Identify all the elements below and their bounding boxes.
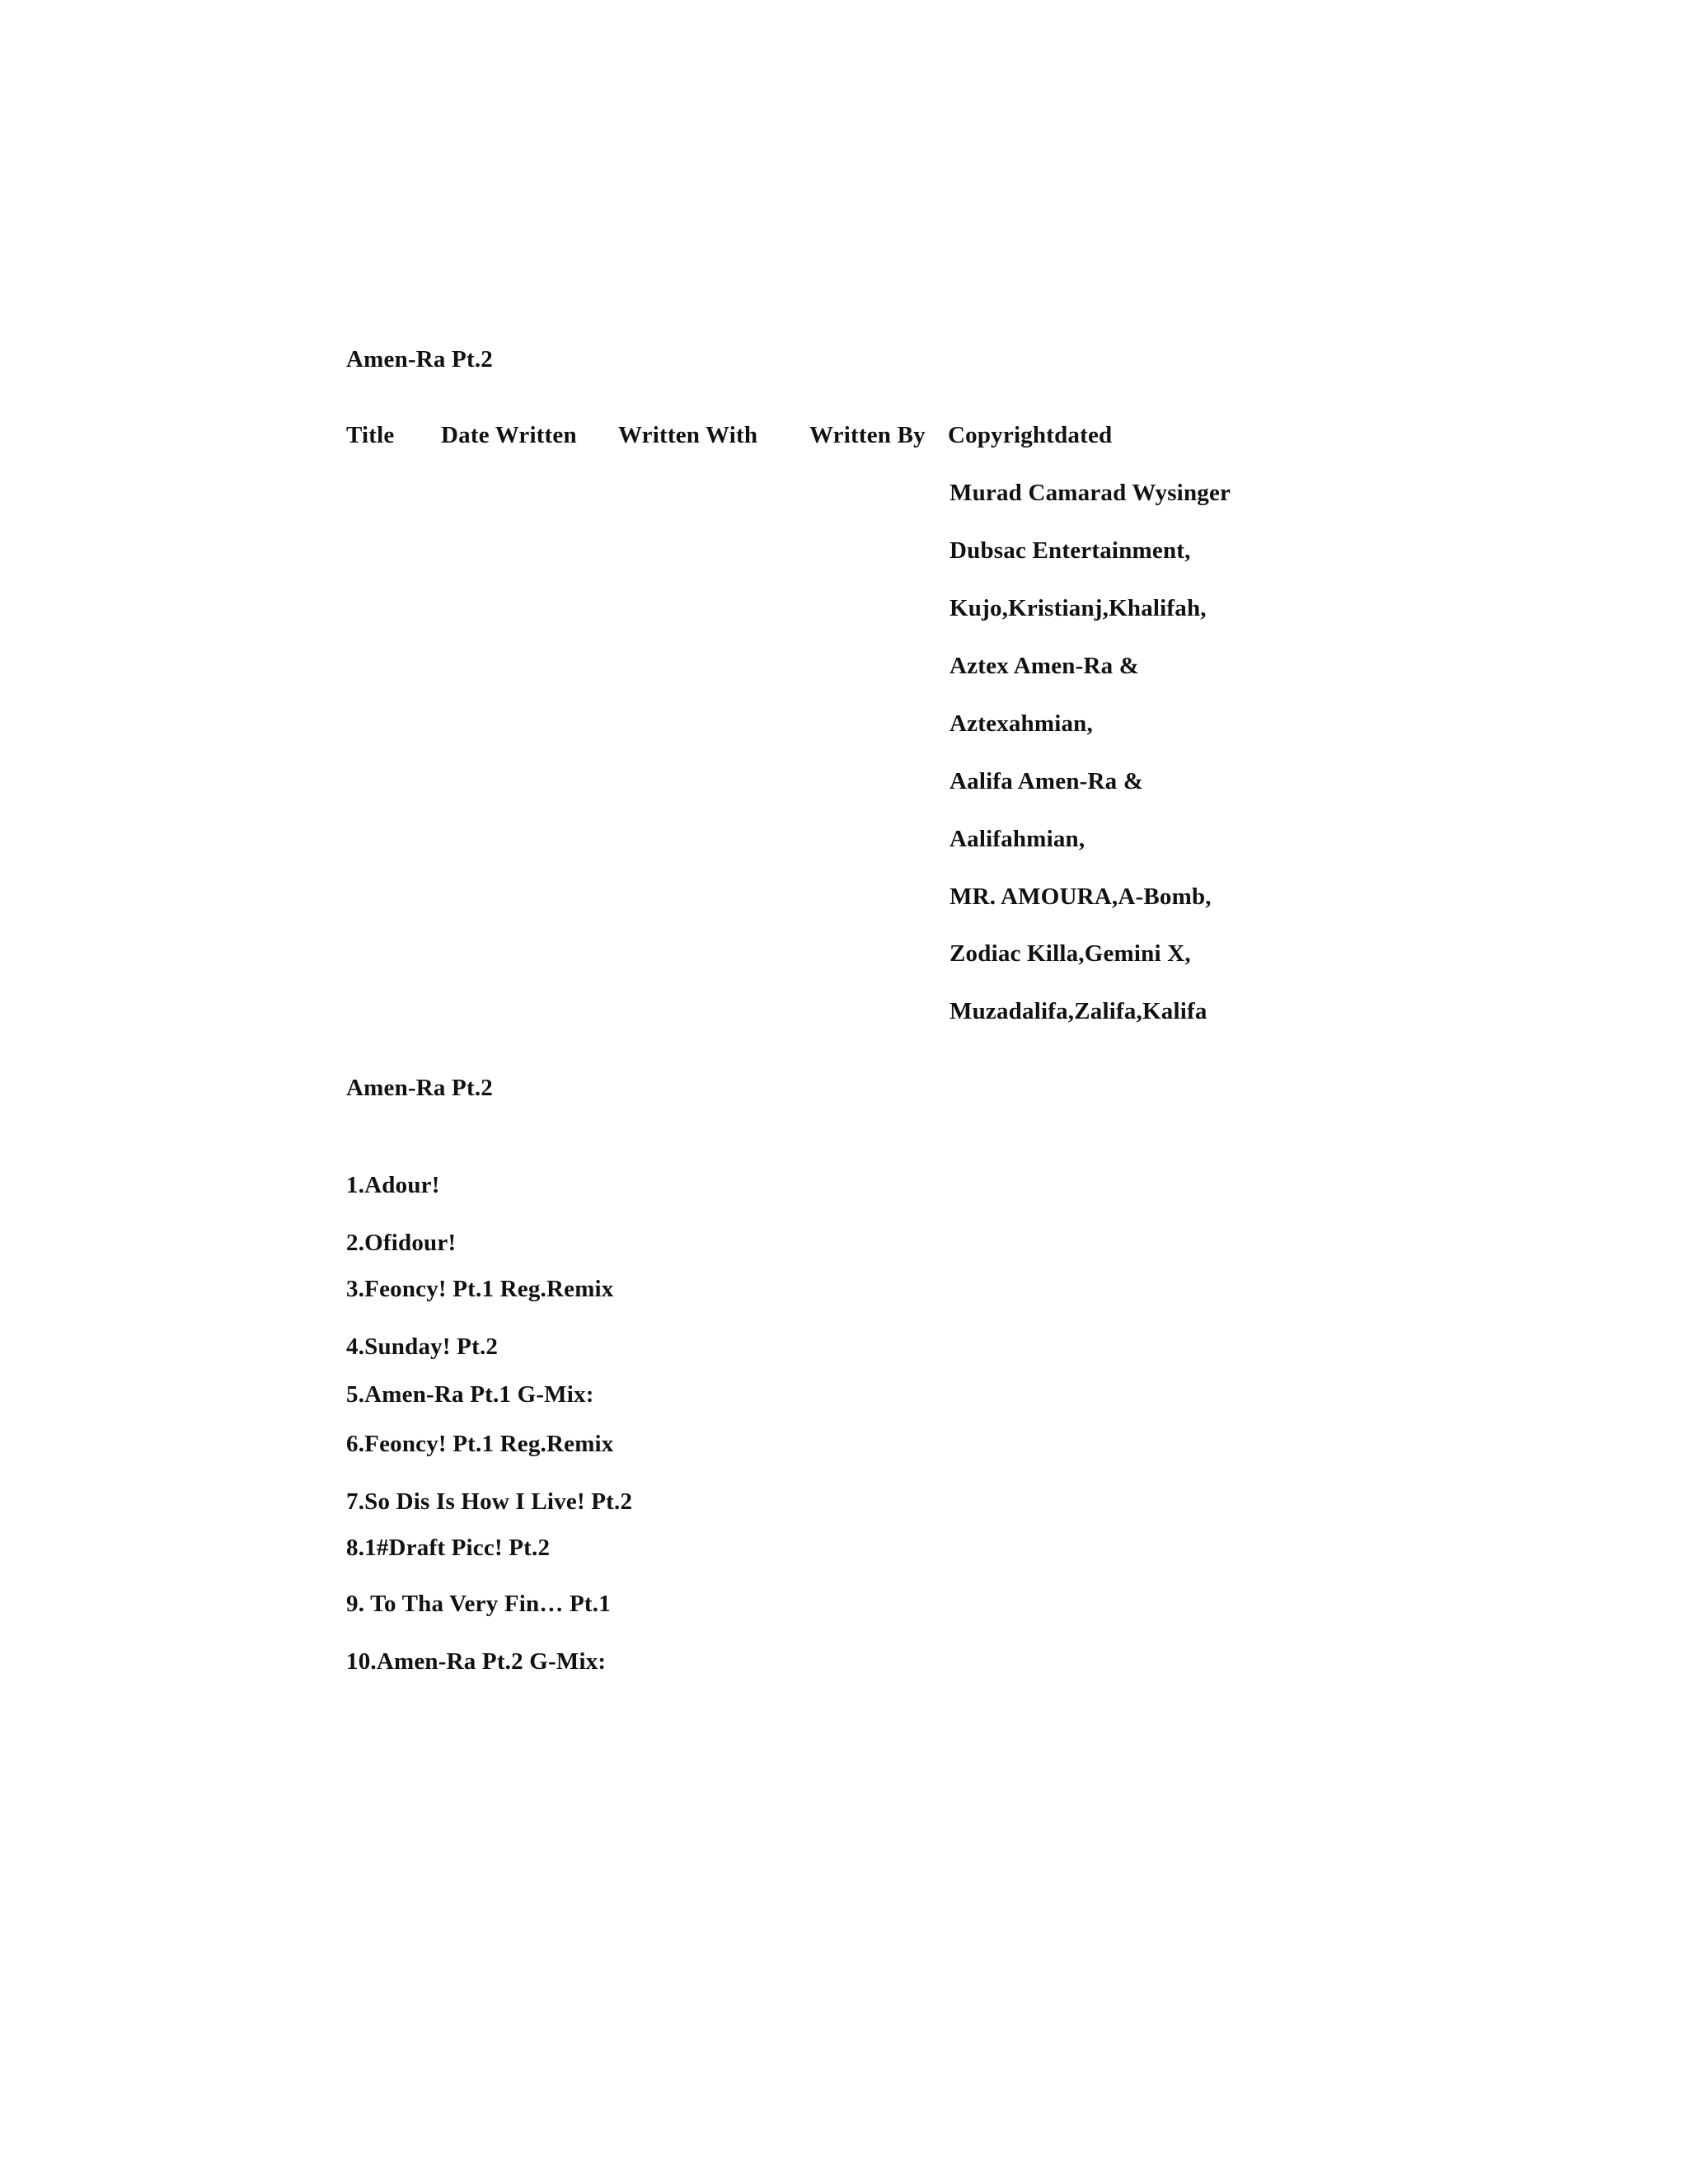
track-item: 4.Sunday! Pt.2 (346, 1333, 499, 1360)
credit-line: Aztex Amen-Ra & (950, 653, 1140, 679)
column-header-date-written: Date Written (441, 422, 577, 448)
credit-line: Dubsac Entertainment, (950, 537, 1191, 564)
album-heading: Amen-Ra Pt.2 (346, 346, 493, 373)
tracklist-heading: Amen-Ra Pt.2 (346, 1075, 493, 1101)
credit-line: Aalifahmian, (950, 826, 1085, 852)
track-item: 1.Adour! (346, 1172, 440, 1198)
column-header-written-by: Written By (809, 422, 926, 448)
track-item: 7.So Dis Is How I Live! Pt.2 (346, 1488, 633, 1515)
track-item: 3.Feoncy! Pt.1 Reg.Remix (346, 1276, 614, 1302)
track-item: 10.Amen-Ra Pt.2 G-Mix: (346, 1648, 607, 1675)
credit-line: Aalifa Amen-Ra & (950, 768, 1144, 794)
credit-line: Muzadalifa,Zalifa,Kalifa (950, 998, 1207, 1024)
track-item: 6.Feoncy! Pt.1 Reg.Remix (346, 1431, 614, 1457)
track-item: 8.1#Draft Picc! Pt.2 (346, 1535, 551, 1561)
column-header-copyrightdated: Copyrightdated (948, 422, 1113, 448)
track-item: 2.Ofidour! (346, 1230, 457, 1256)
track-item: 5.Amen-Ra Pt.1 G-Mix: (346, 1381, 594, 1408)
column-header-title: Title (346, 422, 395, 448)
credit-line: Kujo,Kristianj,Khalifah, (950, 595, 1207, 621)
track-item: 9. To Tha Very Fin… Pt.1 (346, 1591, 611, 1617)
column-header-written-with: Written With (618, 422, 758, 448)
credit-line: Murad Camarad Wysinger (950, 480, 1231, 506)
credit-line: MR. AMOURA,A-Bomb, (950, 883, 1212, 910)
credit-line: Zodiac Killa,Gemini X, (950, 940, 1191, 967)
credit-line: Aztexahmian, (950, 710, 1093, 737)
